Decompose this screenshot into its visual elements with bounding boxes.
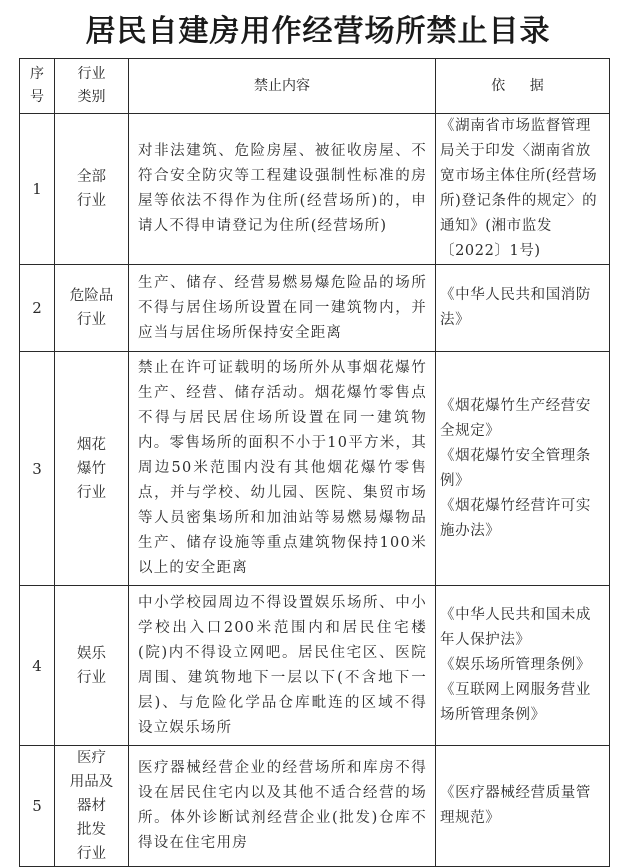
row-basis — [436, 114, 610, 265]
row-basis — [436, 265, 610, 352]
row-basis — [436, 586, 610, 746]
basis-item: 《烟花爆竹经营许可实施办法》 — [440, 497, 591, 539]
category-line: 用品及 — [69, 774, 114, 790]
category-line: 行业 — [77, 846, 106, 862]
row-category — [55, 265, 129, 352]
category-line: 医疗 — [77, 750, 106, 766]
header-category — [55, 59, 129, 114]
header-category-line1: 行业 — [77, 66, 106, 82]
row-category — [55, 114, 129, 265]
category-line: 娱乐 — [77, 645, 106, 662]
table-row — [20, 352, 610, 586]
row-basis — [436, 352, 610, 586]
row-content: 医疗器械经营企业的经营场所和库房不得设在居民住宅内以及其他不适合经营的场所。体外诊断试剂经营企业(批发)仓库不得设在住宅用房 — [129, 746, 436, 867]
basis-item: 《中华人民共和国消防法》 — [440, 287, 591, 328]
category-line: 行业 — [77, 312, 106, 328]
header-row — [20, 59, 610, 114]
row-content: 中小学校园周边不得设置娱乐场所、中小学校出入口200米范围内和居民住宅楼(院)内不得设立网吧。居民住宅区、医院周围、建筑物地下一层以下(不含地下一层)、与危险化学品仓库毗连的区域不得设立娱乐场所 — [129, 586, 436, 746]
row-category — [55, 746, 129, 867]
row-content: 禁止在许可证载明的场所外从事烟花爆竹生产、经营、储存活动。烟花爆竹零售点不得与居民居住场所设置在同一建筑物内。零售场所的面积不小于10平方米，其周边50米范围内没有其他烟花爆竹零售点，并与学校、幼儿园、医院、集贸市场等人员密集场所和加油站等易燃易爆物品生产、储存设施等重点建筑物保持100米以上的安全距离 — [129, 352, 436, 586]
table-row — [20, 586, 610, 746]
row-category — [55, 352, 129, 586]
row-num: 4 — [20, 586, 55, 746]
category-line: 行业 — [77, 193, 106, 209]
header-num-line2: 号 — [30, 89, 44, 105]
basis-item: 《医疗器械经营质量管理规范》 — [440, 785, 591, 826]
category-line: 全部 — [77, 169, 106, 185]
row-content: 生产、储存、经营易燃易爆危险品的场所不得与居住场所设置在同一建筑物内，并应当与居住场所保持安全距离 — [129, 265, 436, 352]
header-content: 禁止内容 — [129, 59, 436, 114]
category-line: 行业 — [77, 669, 106, 686]
basis-item: 《中华人民共和国未成年人保护法》 — [440, 607, 591, 648]
row-num: 1 — [20, 114, 55, 265]
category-line: 行业 — [77, 484, 106, 501]
header-basis: 依 据 — [436, 59, 610, 114]
table-row — [20, 265, 610, 352]
row-num: 3 — [20, 352, 55, 586]
row-num: 2 — [20, 265, 55, 352]
prohibition-table — [19, 58, 610, 867]
table-row — [20, 746, 610, 867]
header-category-line2: 类别 — [77, 89, 106, 105]
basis-item: 《娱乐场所管理条例》 — [440, 657, 591, 673]
header-num — [20, 59, 55, 114]
row-content: 对非法建筑、危险房屋、被征收房屋、不符合安全防灾等工程建设强制性标准的房屋等依法不得作为住所(经营场所)的，申请人不得申请登记为住所(经营场所) — [129, 114, 436, 265]
category-line: 批发 — [77, 822, 106, 838]
row-num: 5 — [20, 746, 55, 867]
row-basis — [436, 746, 610, 867]
category-line: 烟花 — [77, 436, 106, 453]
header-num-line1: 序 — [30, 66, 44, 82]
basis-item: 《互联网上网服务营业场所管理条例》 — [440, 682, 591, 723]
category-line: 爆竹 — [77, 460, 106, 477]
category-line: 危险品 — [69, 288, 114, 304]
basis-item: 《烟花爆竹生产经营安全规定》 — [440, 397, 591, 439]
row-category — [55, 586, 129, 746]
table-row — [20, 114, 610, 265]
document-title: 居民自建房用作经营场所禁止目录 — [85, 14, 551, 49]
category-line: 器材 — [77, 798, 106, 814]
basis-item: 《烟花爆竹安全管理条例》 — [440, 447, 591, 489]
basis-item: 《湖南省市场监督管理局关于印发〈湖南省放宽市场主体住所(经营场所)登记条件的规定〉的通知》(湘市监发〔2022〕1号) — [440, 118, 598, 259]
